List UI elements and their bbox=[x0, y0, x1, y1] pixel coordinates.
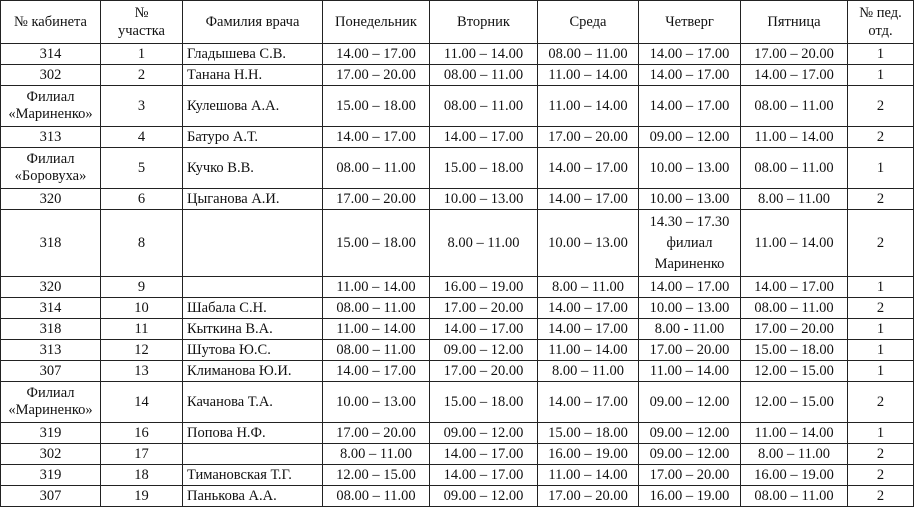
tuesday-cell: 14.00 – 17.00 bbox=[430, 127, 538, 148]
tuesday-cell: 15.00 – 18.00 bbox=[430, 382, 538, 423]
plot-cell: 5 bbox=[101, 148, 183, 189]
tuesday-cell: 14.00 – 17.00 bbox=[430, 465, 538, 486]
doctor-cell: Шабала С.Н. bbox=[183, 298, 323, 319]
dept-cell: 2 bbox=[848, 86, 914, 127]
doctor-cell: Климанова Ю.И. bbox=[183, 361, 323, 382]
friday-cell: 08.00 – 11.00 bbox=[741, 86, 848, 127]
plot-cell: 9 bbox=[101, 277, 183, 298]
cabinet-cell: 314 bbox=[1, 298, 101, 319]
header-dept-line2: отд. bbox=[868, 23, 893, 39]
monday-cell: 17.00 – 20.00 bbox=[323, 65, 430, 86]
thursday-cell: 09.00 – 12.00 bbox=[639, 423, 741, 444]
plot-cell: 3 bbox=[101, 86, 183, 127]
header-plot bbox=[101, 1, 183, 44]
tuesday-cell: 09.00 – 12.00 bbox=[430, 340, 538, 361]
dept-cell: 1 bbox=[848, 340, 914, 361]
monday-cell: 12.00 – 15.00 bbox=[323, 465, 430, 486]
friday-cell: 12.00 – 15.00 bbox=[741, 361, 848, 382]
table-row bbox=[1, 361, 914, 382]
doctor-cell: Качанова Т.А. bbox=[183, 382, 323, 423]
dept-cell: 2 bbox=[848, 189, 914, 210]
dept-cell: 1 bbox=[848, 319, 914, 340]
tuesday-cell: 10.00 – 13.00 bbox=[430, 189, 538, 210]
header-wednesday: Среда bbox=[538, 1, 639, 44]
dept-cell: 2 bbox=[848, 210, 914, 277]
dept-cell: 1 bbox=[848, 361, 914, 382]
tuesday-cell: 15.00 – 18.00 bbox=[430, 148, 538, 189]
header-monday: Понедельник bbox=[323, 1, 430, 44]
table-row bbox=[1, 486, 914, 507]
cabinet-cell: 302 bbox=[1, 444, 101, 465]
plot-cell: 6 bbox=[101, 189, 183, 210]
wednesday-cell: 17.00 – 20.00 bbox=[538, 486, 639, 507]
dept-cell: 1 bbox=[848, 65, 914, 86]
monday-cell: 11.00 – 14.00 bbox=[323, 277, 430, 298]
table-row bbox=[1, 298, 914, 319]
header-cabinet: № кабинета bbox=[1, 1, 101, 44]
wednesday-cell: 11.00 – 14.00 bbox=[538, 86, 639, 127]
wednesday-cell: 10.00 – 13.00 bbox=[538, 210, 639, 277]
cabinet-line1: Филиал bbox=[26, 151, 75, 167]
cabinet-line1: Филиал bbox=[26, 385, 75, 401]
doctor-cell: Батуро А.Т. bbox=[183, 127, 323, 148]
doctor-cell: Танана Н.Н. bbox=[183, 65, 323, 86]
thursday-cell: 09.00 – 12.00 bbox=[639, 382, 741, 423]
thursday-cell: 14.00 – 17.00 bbox=[639, 65, 741, 86]
thursday-cell: 10.00 – 13.00 bbox=[639, 189, 741, 210]
thursday-cell bbox=[639, 210, 741, 277]
wednesday-cell: 14.00 – 17.00 bbox=[538, 382, 639, 423]
tuesday-cell: 09.00 – 12.00 bbox=[430, 486, 538, 507]
thursday-cell: 10.00 – 13.00 bbox=[639, 298, 741, 319]
header-thursday: Четверг bbox=[639, 1, 741, 44]
table-row bbox=[1, 189, 914, 210]
header-row bbox=[1, 1, 914, 44]
cabinet-cell: 318 bbox=[1, 210, 101, 277]
thursday-cell: 17.00 – 20.00 bbox=[639, 465, 741, 486]
tuesday-cell: 16.00 – 19.00 bbox=[430, 277, 538, 298]
plot-cell: 10 bbox=[101, 298, 183, 319]
plot-cell: 19 bbox=[101, 486, 183, 507]
doctor-cell bbox=[183, 277, 323, 298]
table-row bbox=[1, 65, 914, 86]
friday-cell: 15.00 – 18.00 bbox=[741, 340, 848, 361]
header-plot-line1: № bbox=[134, 5, 149, 21]
cabinet-line2: «Боровуха» bbox=[14, 168, 87, 184]
cabinet-line2: «Мариненко» bbox=[8, 106, 93, 122]
dept-cell: 2 bbox=[848, 127, 914, 148]
wednesday-cell: 14.00 – 17.00 bbox=[538, 319, 639, 340]
wednesday-cell: 14.00 – 17.00 bbox=[538, 148, 639, 189]
doctor-cell: Тимановская Т.Г. bbox=[183, 465, 323, 486]
table-row bbox=[1, 127, 914, 148]
doctor-cell: Шутова Ю.С. bbox=[183, 340, 323, 361]
thursday-cell: 09.00 – 12.00 bbox=[639, 444, 741, 465]
thursday-cell: 14.00 – 17.00 bbox=[639, 277, 741, 298]
cabinet-cell bbox=[1, 86, 101, 127]
dept-cell: 1 bbox=[848, 44, 914, 65]
doctor-cell: Кыткина В.А. bbox=[183, 319, 323, 340]
table-row bbox=[1, 86, 914, 127]
wednesday-cell: 08.00 – 11.00 bbox=[538, 44, 639, 65]
cabinet-cell: 319 bbox=[1, 465, 101, 486]
monday-cell: 08.00 – 11.00 bbox=[323, 148, 430, 189]
monday-cell: 17.00 – 20.00 bbox=[323, 423, 430, 444]
table-row bbox=[1, 148, 914, 189]
cabinet-cell: 313 bbox=[1, 340, 101, 361]
wednesday-cell: 11.00 – 14.00 bbox=[538, 65, 639, 86]
plot-cell: 14 bbox=[101, 382, 183, 423]
friday-cell: 17.00 – 20.00 bbox=[741, 319, 848, 340]
wednesday-cell: 15.00 – 18.00 bbox=[538, 423, 639, 444]
plot-cell: 16 bbox=[101, 423, 183, 444]
dept-cell: 2 bbox=[848, 298, 914, 319]
dept-cell: 2 bbox=[848, 444, 914, 465]
monday-cell: 08.00 – 11.00 bbox=[323, 486, 430, 507]
table-row bbox=[1, 277, 914, 298]
plot-cell: 2 bbox=[101, 65, 183, 86]
tuesday-cell: 17.00 – 20.00 bbox=[430, 361, 538, 382]
cabinet-cell bbox=[1, 148, 101, 189]
monday-cell: 14.00 – 17.00 bbox=[323, 127, 430, 148]
thursday-line3: Мариненко bbox=[654, 255, 725, 272]
thursday-cell: 17.00 – 20.00 bbox=[639, 340, 741, 361]
tuesday-cell: 14.00 – 17.00 bbox=[430, 444, 538, 465]
header-dept bbox=[848, 1, 914, 44]
wednesday-cell: 11.00 – 14.00 bbox=[538, 465, 639, 486]
friday-cell: 14.00 – 17.00 bbox=[741, 277, 848, 298]
friday-cell: 12.00 – 15.00 bbox=[741, 382, 848, 423]
plot-cell: 18 bbox=[101, 465, 183, 486]
thursday-line1: 14.30 – 17.30 bbox=[649, 213, 730, 230]
wednesday-cell: 14.00 – 17.00 bbox=[538, 298, 639, 319]
friday-cell: 11.00 – 14.00 bbox=[741, 127, 848, 148]
cabinet-cell: 302 bbox=[1, 65, 101, 86]
monday-cell: 15.00 – 18.00 bbox=[323, 86, 430, 127]
monday-cell: 14.00 – 17.00 bbox=[323, 361, 430, 382]
table-row bbox=[1, 340, 914, 361]
wednesday-cell: 17.00 – 20.00 bbox=[538, 127, 639, 148]
wednesday-cell: 11.00 – 14.00 bbox=[538, 340, 639, 361]
plot-cell: 12 bbox=[101, 340, 183, 361]
table-row bbox=[1, 423, 914, 444]
monday-cell: 14.00 – 17.00 bbox=[323, 44, 430, 65]
dept-cell: 1 bbox=[848, 148, 914, 189]
tuesday-cell: 17.00 – 20.00 bbox=[430, 298, 538, 319]
dept-cell: 1 bbox=[848, 277, 914, 298]
monday-cell: 8.00 – 11.00 bbox=[323, 444, 430, 465]
cabinet-line2: «Мариненко» bbox=[8, 402, 93, 418]
friday-cell: 08.00 – 11.00 bbox=[741, 148, 848, 189]
table-row bbox=[1, 44, 914, 65]
tuesday-cell: 8.00 – 11.00 bbox=[430, 210, 538, 277]
cabinet-cell: 320 bbox=[1, 277, 101, 298]
thursday-cell: 11.00 – 14.00 bbox=[639, 361, 741, 382]
friday-cell: 14.00 – 17.00 bbox=[741, 65, 848, 86]
wednesday-cell: 8.00 – 11.00 bbox=[538, 361, 639, 382]
friday-cell: 08.00 – 11.00 bbox=[741, 298, 848, 319]
cabinet-cell: 307 bbox=[1, 486, 101, 507]
doctor-cell: Кучко В.В. bbox=[183, 148, 323, 189]
cabinet-cell: 313 bbox=[1, 127, 101, 148]
cabinet-line1: Филиал bbox=[26, 89, 75, 105]
doctor-cell: Кулешова А.А. bbox=[183, 86, 323, 127]
friday-cell: 8.00 – 11.00 bbox=[741, 444, 848, 465]
doctor-cell: Цыганова А.И. bbox=[183, 189, 323, 210]
header-tuesday: Вторник bbox=[430, 1, 538, 44]
plot-cell: 17 bbox=[101, 444, 183, 465]
friday-cell: 17.00 – 20.00 bbox=[741, 44, 848, 65]
cabinet-cell bbox=[1, 382, 101, 423]
wednesday-cell: 14.00 – 17.00 bbox=[538, 189, 639, 210]
monday-cell: 11.00 – 14.00 bbox=[323, 319, 430, 340]
table-row bbox=[1, 319, 914, 340]
plot-cell: 1 bbox=[101, 44, 183, 65]
tuesday-cell: 11.00 – 14.00 bbox=[430, 44, 538, 65]
table-row bbox=[1, 382, 914, 423]
header-friday: Пятница bbox=[741, 1, 848, 44]
thursday-cell: 16.00 – 19.00 bbox=[639, 486, 741, 507]
friday-cell: 08.00 – 11.00 bbox=[741, 486, 848, 507]
plot-cell: 8 bbox=[101, 210, 183, 277]
tuesday-cell: 08.00 – 11.00 bbox=[430, 65, 538, 86]
monday-cell: 08.00 – 11.00 bbox=[323, 340, 430, 361]
monday-cell: 15.00 – 18.00 bbox=[323, 210, 430, 277]
friday-cell: 16.00 – 19.00 bbox=[741, 465, 848, 486]
header-plot-line2: участка bbox=[117, 23, 165, 39]
cabinet-cell: 319 bbox=[1, 423, 101, 444]
dept-cell: 1 bbox=[848, 423, 914, 444]
friday-cell: 8.00 – 11.00 bbox=[741, 189, 848, 210]
table-row bbox=[1, 210, 914, 277]
dept-cell: 2 bbox=[848, 465, 914, 486]
friday-cell: 11.00 – 14.00 bbox=[741, 210, 848, 277]
thursday-cell: 14.00 – 17.00 bbox=[639, 44, 741, 65]
table-row bbox=[1, 444, 914, 465]
header-dept-line1: № пед. bbox=[859, 5, 902, 21]
wednesday-cell: 8.00 – 11.00 bbox=[538, 277, 639, 298]
thursday-cell: 14.00 – 17.00 bbox=[639, 86, 741, 127]
dept-cell: 2 bbox=[848, 486, 914, 507]
friday-cell: 11.00 – 14.00 bbox=[741, 423, 848, 444]
table-row bbox=[1, 465, 914, 486]
thursday-cell: 09.00 – 12.00 bbox=[639, 127, 741, 148]
cabinet-cell: 318 bbox=[1, 319, 101, 340]
cabinet-cell: 320 bbox=[1, 189, 101, 210]
wednesday-cell: 16.00 – 19.00 bbox=[538, 444, 639, 465]
tuesday-cell: 09.00 – 12.00 bbox=[430, 423, 538, 444]
monday-cell: 10.00 – 13.00 bbox=[323, 382, 430, 423]
monday-cell: 08.00 – 11.00 bbox=[323, 298, 430, 319]
tuesday-cell: 08.00 – 11.00 bbox=[430, 86, 538, 127]
doctor-cell bbox=[183, 444, 323, 465]
doctor-cell: Попова Н.Ф. bbox=[183, 423, 323, 444]
doctor-cell: Гладышева С.В. bbox=[183, 44, 323, 65]
cabinet-cell: 314 bbox=[1, 44, 101, 65]
plot-cell: 11 bbox=[101, 319, 183, 340]
dept-cell: 2 bbox=[848, 382, 914, 423]
cabinet-cell: 307 bbox=[1, 361, 101, 382]
plot-cell: 13 bbox=[101, 361, 183, 382]
thursday-cell: 10.00 – 13.00 bbox=[639, 148, 741, 189]
plot-cell: 4 bbox=[101, 127, 183, 148]
doctor-cell: Панькова А.А. bbox=[183, 486, 323, 507]
doctor-cell bbox=[183, 210, 323, 277]
thursday-line2: филиал bbox=[666, 234, 713, 251]
thursday-cell: 8.00 - 11.00 bbox=[639, 319, 741, 340]
tuesday-cell: 14.00 – 17.00 bbox=[430, 319, 538, 340]
monday-cell: 17.00 – 20.00 bbox=[323, 189, 430, 210]
header-doctor: Фамилия врача bbox=[183, 1, 323, 44]
